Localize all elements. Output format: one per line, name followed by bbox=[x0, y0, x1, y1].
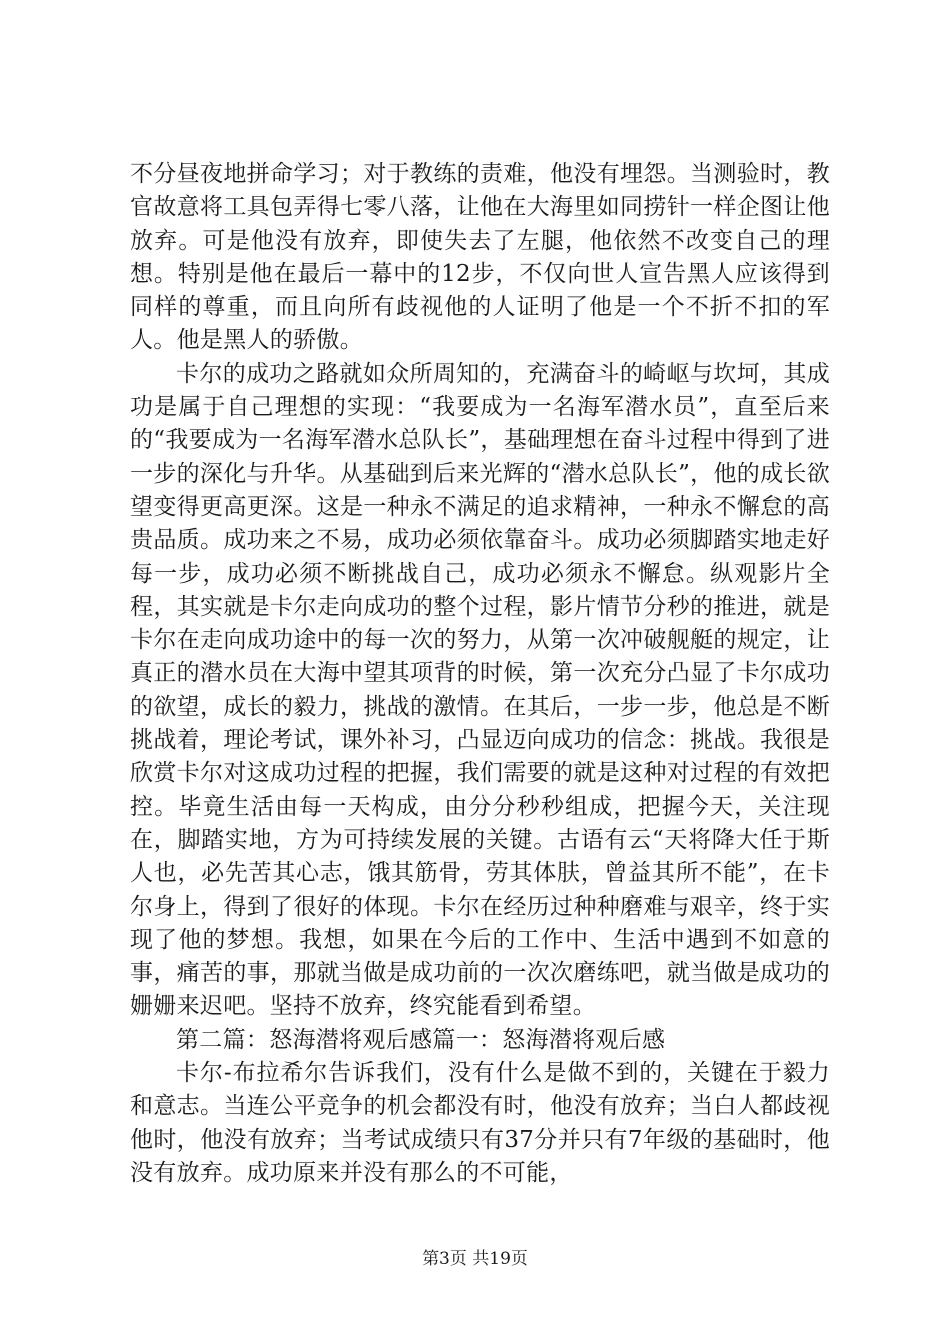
paragraph-karl-success: 卡尔的成功之路就如众所周知的，充满奋斗的崎岖与坎坷，其成功是属于自己理想的实现：“我要成为一名海军潜水员”，直至后来的“我要成为一名海军潜水总队长”，基础理想在奋斗过程中得到了进一步的深化与升华。从基础到后来光辉的“潜水总队长”，他的成长欲望变得更高更深。这是一种永不满足的追求精神，一种永不懈怠的高贵品质。成功来之不易，成功必须依靠奋斗。成功必须脚踏实地走好每一步，成功必须不断挑战自己，成功必须永不懈怠。纵观影片全程，其实就是卡尔走向成功的整个过程，影片情节分秒的推进，就是卡尔在走向成功途中的每一次的努力，从第一次冲破舰艇的规定，让真正的潜水员在大海中望其项背的时候，第一次充分凸显了卡尔成功的欲望，成长的毅力，挑战的激情。在其后，一步一步，他总是不断挑战着，理论考试，课外补习，凸显迈向成功的信念：挑战。我很是欣赏卡尔对这成功过程的把握，我们需要的就是这种对过程的有效把控。毕竟生活由每一天构成，由分分秒秒组成，把握今天，关注现在，脚踏实地，方为可持续发展的关键。古语有云“天将降大任于斯人也，必先苦其心志，饿其筋骨，劳其体肤，曾益其所不能”，在卡尔身上，得到了很好的体现。卡尔在经历过种种磨难与艰辛，终于实现了他的梦想。我想，如果在今后的工作中、生活中遇到不如意的事，痛苦的事，那就当做是成功前的一次次磨练吧，就当做是成功的姗姗来迟吧。坚持不放弃，终究能看到希望。 bbox=[130, 360, 830, 1020]
page-number-footer: 第3页 共19页 bbox=[422, 1249, 528, 1269]
document-body bbox=[130, 158, 830, 1190]
paragraph-section-two: 卡尔-布拉希尔告诉我们，没有什么是做不到的，关键在于毅力和意志。当连公平竞争的机会都没有时，他没有放弃；当白人都歧视他时，他没有放弃；当考试成绩只有37分并只有7年级的基础时，他没有放弃。成功原来并没有那么的不可能， bbox=[130, 1060, 830, 1186]
paragraph-continuation: 不分昼夜地拼命学习；对于教练的责难，他没有埋怨。当测验时，教官故意将工具包弄得七零八落，让他在大海里如同捞针一样企图让他放弃。可是他没有放弃，即使失去了左腿，他依然不改变自己的理想。特别是他在最后一幕中的12步，不仅向世人宣告黑人应该得到同样的尊重，而且向所有歧视他的人证明了他是一个不折不扣的军人。他是黑人的骄傲。 bbox=[130, 161, 830, 354]
section-heading: 第二篇：怒海潜将观后感篇一：怒海潜将观后感 bbox=[176, 1026, 666, 1053]
